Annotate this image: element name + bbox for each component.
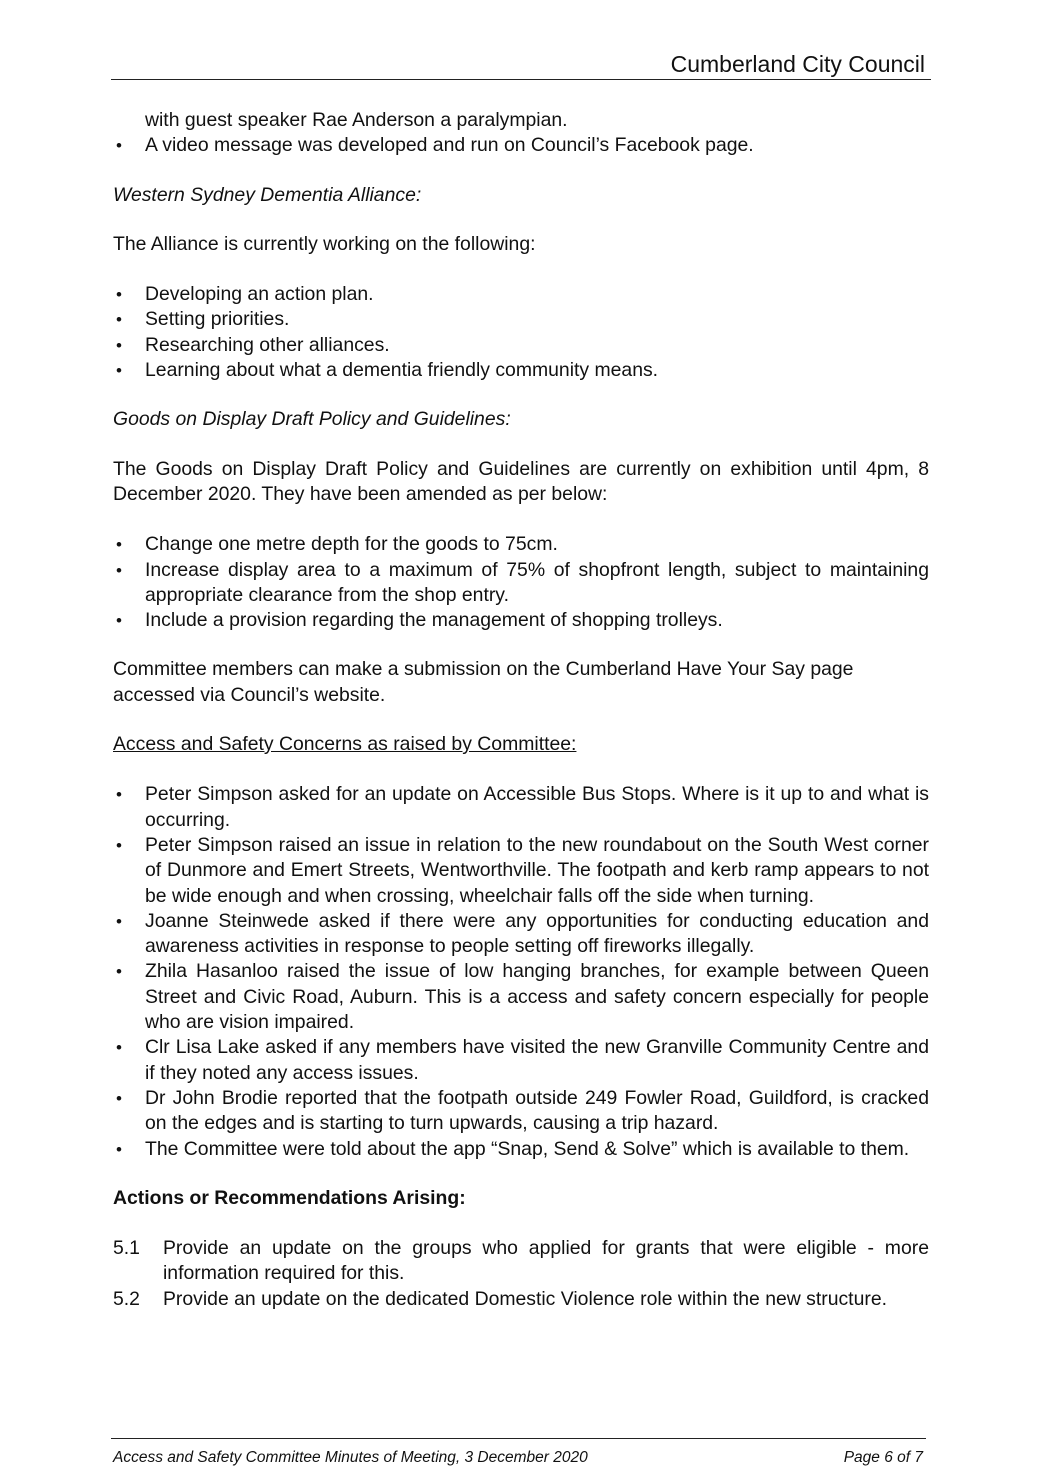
list-item bbox=[113, 1086, 929, 1137]
list-item-text: Zhila Hasanloo raised the issue of low hanging branches, for example between Queen Street and Civic Road, Auburn. This is a access and safety concern especially for people who are vision impaired. bbox=[145, 960, 929, 1034]
concerns-heading: Access and Safety Concerns as raised by Committee: bbox=[113, 733, 577, 756]
list-item bbox=[113, 959, 929, 1035]
bullet-glyph: • bbox=[116, 911, 122, 931]
goods-submission: Committee members can make a submission on the Cumberland Have Your Say page accessed via Council’s website. bbox=[113, 658, 854, 706]
header-organization: Cumberland City Council bbox=[670, 51, 925, 77]
action-number: 5.2 bbox=[113, 1287, 140, 1310]
action-text: Provide an update on the dedicated Domestic Violence role within the new structure. bbox=[163, 1287, 887, 1310]
footer-title: Access and Safety Committee Minutes of Meeting, 3 December 2020 bbox=[113, 1449, 588, 1466]
list-item-text: Researching other alliances. bbox=[145, 333, 390, 356]
list-item bbox=[113, 558, 929, 609]
dementia-heading: Western Sydney Dementia Alliance: bbox=[113, 183, 422, 206]
intro-list bbox=[113, 133, 929, 158]
list-item-text: Setting priorities. bbox=[145, 308, 290, 331]
bullet-glyph: • bbox=[116, 535, 122, 555]
list-item bbox=[113, 909, 929, 960]
action-number: 5.1 bbox=[113, 1237, 140, 1260]
bullet-glyph: • bbox=[116, 310, 122, 330]
list-item-text: A video message was developed and run on Council’s Facebook page. bbox=[145, 134, 754, 157]
bullet-glyph: • bbox=[116, 1088, 122, 1108]
goods-heading: Goods on Display Draft Policy and Guidelines: bbox=[113, 408, 511, 431]
list-item-text: Joanne Steinwede asked if there were any opportunities for conducting education and awareness activities in response to people setting off fireworks illegally. bbox=[145, 909, 929, 958]
action-item bbox=[113, 1236, 929, 1287]
dementia-list bbox=[113, 282, 929, 383]
list-item-text: Learning about what a dementia friendly community means. bbox=[145, 359, 659, 382]
action-item bbox=[113, 1287, 929, 1312]
list-item bbox=[113, 307, 929, 332]
actions-list bbox=[113, 1236, 929, 1312]
goods-list bbox=[113, 532, 929, 633]
page-number: Page 6 of 7 bbox=[843, 1449, 923, 1466]
goods-paragraph: The Goods on Display Draft Policy and Guidelines are currently on exhibition until 4pm, 8 December 2020. They have been amended as per below: bbox=[113, 457, 929, 505]
bullet-glyph: • bbox=[116, 962, 122, 982]
intro-continuation: with guest speaker Rae Anderson a paralympian. bbox=[145, 109, 568, 131]
bullet-glyph: • bbox=[116, 285, 122, 305]
bullet-glyph: • bbox=[116, 136, 122, 156]
bullet-glyph: • bbox=[116, 785, 122, 805]
bullet-glyph: • bbox=[116, 835, 122, 855]
list-item bbox=[113, 532, 929, 557]
list-item-text: Dr John Brodie reported that the footpath outside 249 Fowler Road, Guildford, is cracked on the edges and is starting to turn upwards, causing a trip hazard. bbox=[145, 1086, 929, 1135]
list-item-text: Peter Simpson raised an issue in relation to the new roundabout on the South West corner of Dunmore and Emert Streets, Wentworthville. The footpath and kerb ramp appears to not be wide enough and when crossing, wheelchair falls off the side when turning. bbox=[145, 833, 929, 907]
action-text: Provide an update on the groups who applied for grants that were eligible - more information required for this. bbox=[163, 1237, 929, 1285]
concerns-list bbox=[113, 782, 929, 1161]
bullet-glyph: • bbox=[116, 611, 122, 631]
list-item bbox=[113, 1035, 929, 1086]
bullet-glyph: • bbox=[116, 1038, 122, 1058]
list-item-text: The Committee were told about the app “Snap, Send & Solve” which is available to them. bbox=[145, 1137, 910, 1160]
document-body bbox=[113, 108, 929, 1312]
list-item bbox=[113, 133, 929, 158]
list-item bbox=[113, 282, 929, 307]
list-item-text: Developing an action plan. bbox=[145, 283, 374, 306]
bullet-glyph: • bbox=[116, 560, 122, 580]
list-item bbox=[113, 608, 929, 633]
list-item bbox=[113, 333, 929, 358]
dementia-intro: The Alliance is currently working on the following: bbox=[113, 232, 536, 255]
list-item-text: Change one metre depth for the goods to 75cm. bbox=[145, 533, 558, 556]
footer-divider bbox=[111, 1438, 926, 1439]
list-item bbox=[113, 833, 929, 909]
list-item bbox=[113, 1137, 929, 1162]
list-item-text: Clr Lisa Lake asked if any members have visited the new Granville Community Centre and if they noted any access issues. bbox=[145, 1036, 929, 1084]
header-divider bbox=[111, 79, 931, 80]
list-item bbox=[113, 782, 929, 833]
bullet-glyph: • bbox=[116, 335, 122, 355]
bullet-glyph: • bbox=[116, 1139, 122, 1159]
list-item-text: Peter Simpson asked for an update on Accessible Bus Stops. Where is it up to and what is occurring. bbox=[145, 783, 929, 831]
list-item bbox=[113, 358, 929, 383]
list-item-text: Include a provision regarding the management of shopping trolleys. bbox=[145, 609, 723, 632]
bullet-glyph: • bbox=[116, 361, 122, 381]
actions-heading: Actions or Recommendations Arising: bbox=[113, 1186, 466, 1209]
list-item-text: Increase display area to a maximum of 75% of shopfront length, subject to maintaining appropriate clearance from the shop entry. bbox=[145, 558, 929, 606]
